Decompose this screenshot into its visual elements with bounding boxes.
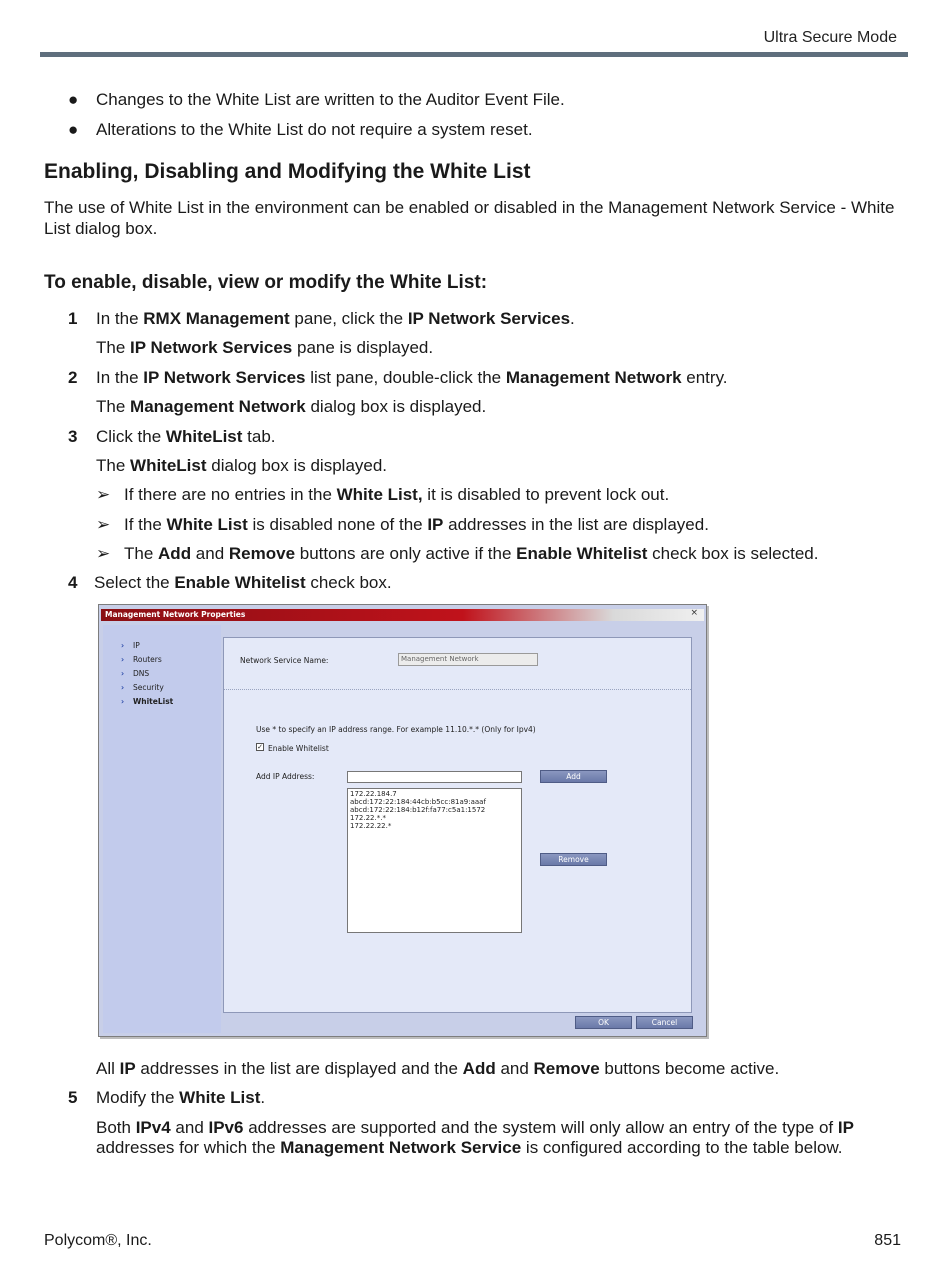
step-number: 5	[68, 1088, 78, 1107]
divider	[224, 689, 691, 690]
running-header: Ultra Secure Mode	[763, 29, 897, 46]
list-item[interactable]: abcd:172:22:184:44cb:b5cc:81a9:aaaf	[350, 798, 486, 806]
cancel-button[interactable]: Cancel	[636, 1016, 693, 1029]
step-4-result: All IP addresses in the list are displayed and the Add and Remove buttons become active.	[96, 1059, 780, 1078]
step-number: 3	[68, 427, 78, 446]
ip-address-list[interactable]	[347, 788, 522, 933]
bullet-icon: ●	[68, 120, 79, 139]
ok-button[interactable]: OK	[575, 1016, 632, 1029]
whitelist-panel	[223, 637, 692, 1013]
list-item[interactable]: 172.22.*.*	[350, 814, 386, 822]
chevron-right-icon: ›	[121, 641, 125, 650]
range-hint: Use * to specify an IP address range. For example 11.10.*.* (Only for Ipv4)	[256, 725, 536, 734]
step-4-text: Select the Enable Whitelist check box.	[94, 573, 392, 592]
step-5-paragraph: Both IPv4 and IPv6 addresses are supported and the system will only allow an entry of the type of IP addresses for which the Management Network Service is configured according to the table below.	[96, 1118, 854, 1157]
chevron-right-icon: ›	[121, 669, 125, 678]
step-number: 1	[68, 309, 78, 328]
arrow-bullet-icon: ➢	[96, 515, 111, 534]
remove-button[interactable]: Remove	[540, 853, 607, 866]
step-number: 4	[68, 573, 78, 592]
section-heading: Enabling, Disabling and Modifying the White List	[44, 160, 531, 183]
arrow-bullet-icon: ➢	[96, 485, 111, 504]
add-button[interactable]: Add	[540, 770, 607, 783]
dialog-title-bar	[101, 609, 704, 621]
add-ip-label: Add IP Address:	[256, 772, 315, 781]
close-icon[interactable]: ×	[690, 608, 698, 618]
enable-whitelist-checkbox[interactable]: ✓	[257, 743, 263, 751]
intro-paragraph: The use of White List in the environment can be enabled or disabled in the Management Network Service - White List dialog box.	[44, 198, 895, 238]
step-1-result: The IP Network Services pane is displayed.	[96, 338, 434, 357]
bullet-text: Changes to the White List are written to the Auditor Event File.	[96, 90, 565, 109]
step-2-result: The Management Network dialog box is displayed.	[96, 397, 487, 416]
step-3-result: The WhiteList dialog box is displayed.	[96, 456, 388, 475]
step-2-text: In the IP Network Services list pane, double-click the Management Network entry.	[96, 368, 728, 387]
chevron-right-icon: ›	[121, 697, 125, 706]
add-ip-input[interactable]	[347, 771, 522, 783]
management-network-dialog	[98, 604, 707, 1037]
chevron-right-icon: ›	[121, 655, 125, 664]
arrow-bullet-icon: ➢	[96, 544, 111, 563]
list-item[interactable]: abcd:172:22:184:b12f:fa77:c5a1:1572	[350, 806, 486, 814]
chevron-right-icon: ›	[121, 683, 125, 692]
footer-company: Polycom®, Inc.	[44, 1232, 152, 1249]
dialog-title: Management Network Properties	[105, 610, 246, 619]
step-number: 2	[68, 368, 78, 387]
bullet-icon: ●	[68, 90, 79, 109]
enable-whitelist-label: Enable Whitelist	[268, 744, 329, 753]
procedure-heading: To enable, disable, view or modify the White List:	[44, 272, 488, 293]
service-name-label: Network Service Name:	[240, 656, 329, 665]
step-5-text: Modify the White List.	[96, 1088, 266, 1107]
dialog-nav: › IP › Routers › DNS › Security › WhiteList	[103, 625, 221, 1033]
list-item[interactable]: 172.22.184.7	[350, 790, 397, 798]
header-rule	[40, 52, 908, 57]
list-item[interactable]: 172.22.22.*	[350, 822, 392, 830]
step-1-text: In the RMX Management pane, click the IP Network Services.	[96, 309, 575, 328]
bullet-text: Alterations to the White List do not require a system reset.	[96, 120, 533, 139]
page-number: 851	[874, 1232, 901, 1249]
step-3-text: Click the WhiteList tab.	[96, 427, 276, 446]
service-name-field: Management Network	[398, 653, 538, 666]
